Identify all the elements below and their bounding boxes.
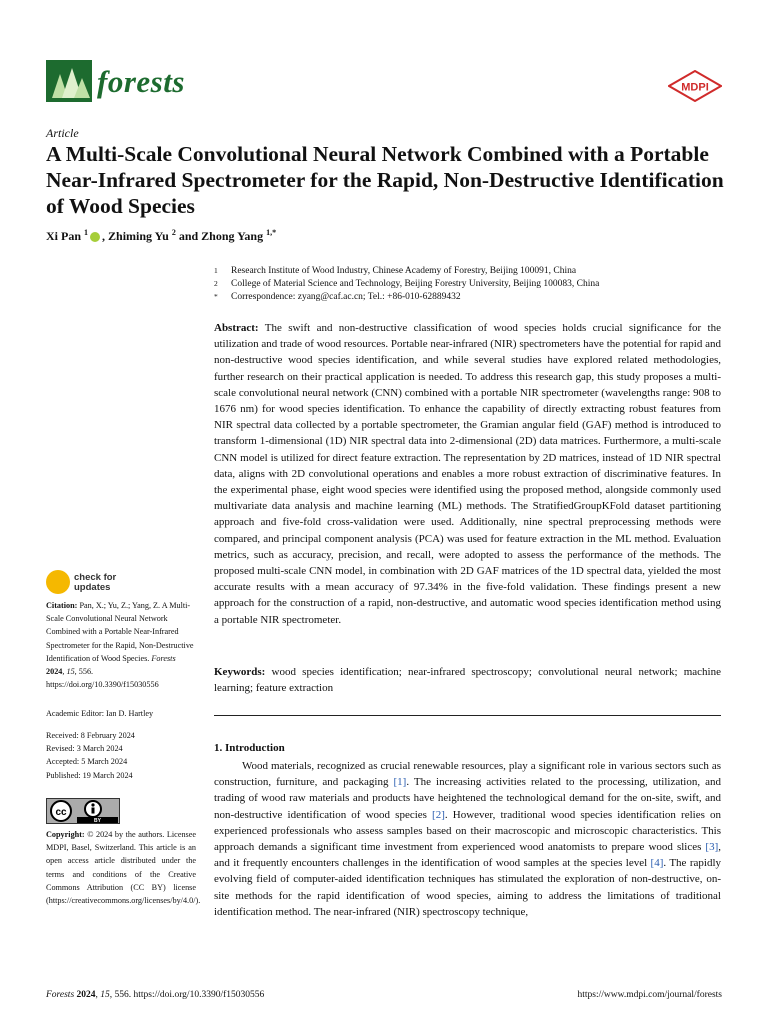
citation-journal: Forests xyxy=(151,653,176,663)
accepted-date: Accepted: 5 March 2024 xyxy=(46,757,128,767)
keywords-text: wood species identification; near-infrared spectroscopy; convolutional neural network; machine learning; feature extraction xyxy=(214,666,721,695)
introduction-paragraph xyxy=(214,758,721,920)
article-type: Article xyxy=(46,126,79,140)
author-name[interactable]: Xi Pan xyxy=(46,229,82,243)
citation-block xyxy=(46,599,196,691)
mdpi-logo-icon xyxy=(668,70,722,102)
footer-doi[interactable]: , 556. https://doi.org/10.3390/f15030556 xyxy=(109,990,265,1000)
author-name[interactable]: , Zhiming Yu xyxy=(102,229,169,243)
intro-text: . However, traditional wood species identification relies on experienced professionals who assess samples based on their macroscopic and microscopic characteristics. This approach demands a significant time investment from experienced wood anatomists to prepare wood slices xyxy=(214,808,721,854)
footer-citation xyxy=(46,990,264,1000)
keywords xyxy=(214,664,721,696)
author-name[interactable]: and Zhong Yang xyxy=(175,229,264,243)
published-date: Published: 19 March 2024 xyxy=(46,770,133,780)
affiliation-number: * xyxy=(214,292,218,301)
keywords-label: Keywords: xyxy=(214,666,266,678)
check-updates-label: check for xyxy=(74,572,117,583)
affiliation-text: College of Material Science and Technology, Beijing Forestry University, Beijing 100083, China xyxy=(231,279,600,289)
check-for-updates-button[interactable] xyxy=(46,570,146,596)
cc-by-label: BY xyxy=(94,818,101,824)
footer-journal: Forests xyxy=(46,990,75,1000)
orcid-icon[interactable] xyxy=(90,232,100,242)
author-affil-sup: 1,* xyxy=(266,228,277,237)
footer-volume: 15 xyxy=(100,990,110,1000)
paper-title: A Multi-Scale Convolutional Neural Network Combined with a Portable Near-Infrared Spectrometer for the Rapid, Non-Destructive Identification of Wood Species xyxy=(46,142,724,218)
citation-link[interactable]: [3] xyxy=(705,841,719,854)
abstract-label: Abstract: xyxy=(214,322,259,334)
affiliation-number: 2 xyxy=(214,279,218,288)
check-updates-icon xyxy=(46,570,70,594)
dates-block xyxy=(46,729,196,782)
intro-text: . The increasing activities related to the processing, utilization, and trading of wood raw materials and products have heightened the technological demand for the on-site, swift, and non-destructive identification of wood species xyxy=(214,776,721,821)
citation-label: Citation: xyxy=(46,601,78,610)
intro-text: Wood materials, recognized as crucial renewable resources, play a significant role in various sectors such as construction, furniture, and packaging xyxy=(214,760,721,789)
abstract xyxy=(214,320,721,628)
forests-logo-icon xyxy=(46,60,92,102)
affiliation-number: 1 xyxy=(214,266,218,275)
citation-separator: , xyxy=(62,667,67,677)
footer-year: 2024 xyxy=(74,990,96,1000)
revised-date: Revised: 3 March 2024 xyxy=(46,744,123,754)
citation-link[interactable]: [1] xyxy=(393,776,407,789)
copyright-label: Copyright: xyxy=(46,830,85,839)
footer-journal-url[interactable]: https://www.mdpi.com/journal/forests xyxy=(577,990,722,1000)
svg-text:cc: cc xyxy=(55,807,67,818)
check-updates-label: updates xyxy=(74,582,111,593)
copyright-text: © 2024 by the authors. Licensee MDPI, Basel, Switzerland. This article is an open access article distributed under the terms and conditions of the Creative Commons Attribution (CC BY) license (https://creativecommons.org/licenses/by/4.0/). xyxy=(46,830,201,906)
citation-doi[interactable]: , 556. https://doi.org/10.3390/f15030556 xyxy=(46,667,159,690)
section-heading: 1. Introduction xyxy=(214,742,285,754)
citation-link[interactable]: [2] xyxy=(432,808,445,821)
copyright-block xyxy=(46,828,201,907)
received-date: Received: 8 February 2024 xyxy=(46,731,135,740)
author-affil-sup: 2 xyxy=(171,228,176,237)
citation-text: Pan, X.; Yu, Z.; Yang, Z. A Multi-Scale Convolutional Neural Network Combined with a Portable Near-Infrared Spectrometer for the Rapid, Non-Destructive Identification of Wood Species. xyxy=(46,601,194,663)
intro-text: , and it frequently encounters challenges in the identification of wood samples at the species level xyxy=(214,841,721,870)
affiliation-text: Research Institute of Wood Industry, Chinese Academy of Forestry, Beijing 100091, China xyxy=(231,266,577,276)
author-affil-sup: 1 xyxy=(84,228,89,237)
correspondence-text[interactable]: Correspondence: zyang@caf.ac.cn; Tel.: +86-010-62889432 xyxy=(231,292,461,302)
mdpi-label: MDPI xyxy=(681,81,709,94)
intro-text: . The rapidly evolving field of computer-aided identification techniques has stimulated the exploration of non-destructive, on-site methods for the rapid identification of wood species, aiming to address the limitations of traditional identification method. The near-infrared (NIR) spectroscopy technique, xyxy=(214,857,721,918)
cc-by-license-icon[interactable] xyxy=(46,798,120,824)
citation-year: 2024 xyxy=(46,667,63,677)
section-divider xyxy=(214,715,721,716)
journal-name: forests xyxy=(97,64,185,99)
citation-link[interactable]: [4] xyxy=(650,857,664,870)
academic-editor: Academic Editor: Ian D. Hartley xyxy=(46,709,154,718)
footer-separator: , xyxy=(95,990,101,1000)
citation-volume: 15 xyxy=(66,667,75,677)
abstract-text: The swift and non-destructive classification of wood species holds crucial significance for the utilization and trade of wood resources. Portable near-infrared (NIR) spectrometers have the potential for rapid and non-destructive wood species identification, and while several studies have explored related methodologies, further research on their practical application is needed. To address this research gap, this study proposes a multi-scale convolutional neural network (CNN) combined with a portable NIR spectrometer (wavelengths range: 908 to 1676 nm) for wood species identification. To enhance the capability of directly extracting robust features from NIR spectral data collected by a portable spectrometer, the Gramian angular field (GAF) method is introduced to transform 1-dimensional (1D) NIR spectral data into 2-dimensional (2D) data matrices. Furthermore, a multi-scale CNN model is utilized for direct feature extraction. The representation by 2D matrices, instead of 1D NIR spectral data, aligns with 2D convolutional operations and enables a more robust extraction of discriminative features. In the experimental phase, eight wood species were identified using the proposed method, alongside commonly used multivariate data analysis and machine learning (ML) methods. The StratifiedGroupKFold dataset partitioning approach and five-fold cross-validation were used. Additionally, nine spectral preprocessing methods were compared, and principal component analysis (PCA) was used for feature extraction in the ML method. Evaluation metrics, such as accuracy, precision, and recall, were adopted to assess the performance of the methods. The proposed multi-scale CNN model, in combination with 2D GAF matrices of the 1D spectral data, yielded the most accurate results with a mean accuracy of 97.34% in the five-fold validation. These findings present a new approach for the construction of a rapid, non-destructive, and automatic wood species identification method using a portable NIR spectrometer. xyxy=(214,322,721,626)
author-list xyxy=(46,228,276,244)
